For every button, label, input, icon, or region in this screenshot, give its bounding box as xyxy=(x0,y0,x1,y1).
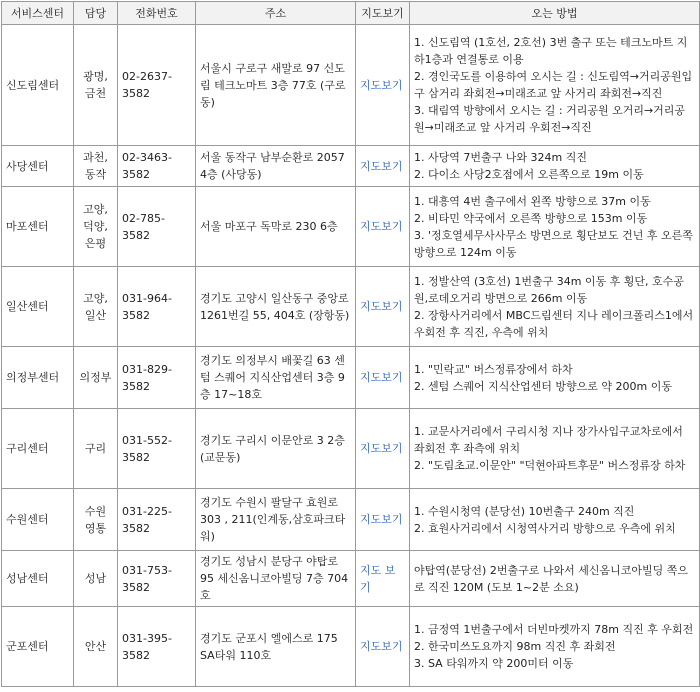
directions-cell xyxy=(410,146,700,187)
phone-cell: 031-552-3582 xyxy=(118,409,196,489)
service-center-table xyxy=(1,1,700,687)
center-name-cell: 신도림센터 xyxy=(2,25,74,146)
address-cell: 경기도 군포시 엘에스로 175 SA타워 110호 xyxy=(196,607,356,687)
phone-cell: 031-395-3582 xyxy=(118,607,196,687)
center-name-cell: 구리센터 xyxy=(2,409,74,489)
map-cell xyxy=(356,347,410,409)
center-name-cell: 마포센터 xyxy=(2,187,74,267)
directions-cell xyxy=(410,267,700,347)
direction-line: 1. 대흥역 4번 출구에서 왼쪽 방향으로 37m 이동 xyxy=(414,194,651,208)
header-directions: 오는 방법 xyxy=(410,2,700,25)
center-name-cell: 의정부센터 xyxy=(2,347,74,409)
table-row xyxy=(2,551,700,607)
address-cell: 서울 동작구 남부순환로 2057 4층 (사당동) xyxy=(196,146,356,187)
phone-cell: 031-829-3582 xyxy=(118,347,196,409)
map-cell xyxy=(356,489,410,551)
table-row xyxy=(2,267,700,347)
phone-cell: 02-2637-3582 xyxy=(118,25,196,146)
directions-cell xyxy=(410,25,700,146)
direction-line: 2. 장항사거리에서 MBC드림센터 지나 레이크폴리스1에서 우회전 후 직진, 우측에 위치 xyxy=(414,308,694,339)
map-link[interactable]: 지도보기 xyxy=(360,78,403,92)
center-name-cell: 수원센터 xyxy=(2,489,74,551)
address-cell: 서울 마포구 독막로 230 6층 xyxy=(196,187,356,267)
header-address: 주소 xyxy=(196,2,356,25)
region-cell: 고양, 일산 xyxy=(74,267,118,347)
map-cell xyxy=(356,409,410,489)
table-row xyxy=(2,409,700,489)
region-cell: 과천, 동작 xyxy=(74,146,118,187)
direction-line: 2. "도림초교.이문안" "덕현아파트후문" 버스정류장 하차 xyxy=(414,459,686,472)
table-header-row xyxy=(2,2,700,25)
map-link[interactable]: 지도보기 xyxy=(360,300,403,313)
directions-cell xyxy=(410,489,700,551)
direction-line: 1. 교문사거리에서 구리시청 지나 장가사입구교차로에서 좌회전 후 좌측에 위치 xyxy=(414,425,683,455)
header-phone: 전화번호 xyxy=(118,2,196,25)
phone-cell: 031-964-3582 xyxy=(118,267,196,347)
direction-line: 1. 수원시청역 (분당선) 10번출구 240m 직진 xyxy=(414,504,635,518)
table-row xyxy=(2,25,700,146)
map-link[interactable]: 지도보기 xyxy=(360,159,403,173)
directions-cell xyxy=(410,607,700,687)
address-cell: 경기도 고양시 일산동구 중앙로 1261번길 55, 404호 (장항동) xyxy=(196,267,356,347)
direction-line: 2. 센텀 스퀘어 지식산업센터 방향으로 약 200m 이동 xyxy=(414,379,672,393)
map-link[interactable]: 지도 보기 xyxy=(360,563,396,594)
map-link[interactable]: 지도보기 xyxy=(360,640,403,653)
table-row xyxy=(2,489,700,551)
address-cell: 경기도 구리시 이문안로 3 2층 (교문동) xyxy=(196,409,356,489)
direction-line: 2. 다이소 사당2호점에서 오른쪽으로 19m 이동 xyxy=(414,168,644,181)
center-name-cell: 성남센터 xyxy=(2,551,74,607)
table-row xyxy=(2,607,700,687)
map-link[interactable]: 지도보기 xyxy=(360,371,403,384)
region-cell: 수원 영통 xyxy=(74,489,118,551)
table-row xyxy=(2,347,700,409)
phone-cell: 02-785-3582 xyxy=(118,187,196,267)
region-cell: 광명, 금천 xyxy=(74,25,118,146)
direction-line: 2. 경인국도를 이용하여 오시는 길 : 신도림역→거리공원입구 삼거리 좌회전→미래조교 앞 사거리 좌회전→직진 xyxy=(414,70,693,100)
direction-line: 2. 효원사거리에서 시청역사거리 방향으로 우측에 위치 xyxy=(414,521,676,535)
direction-line: 2. 한국미쓰도요까지 98m 직진 후 좌회전 xyxy=(414,640,616,653)
direction-line: 야탑역(분당선) 2번출구로 나와서 세신옴니코아빌딩 쪽으로 직진 120M (도보 1~2분 소요) xyxy=(414,563,688,594)
map-cell xyxy=(356,267,410,347)
map-cell xyxy=(356,607,410,687)
region-cell: 구리 xyxy=(74,409,118,489)
map-cell xyxy=(356,551,410,607)
region-cell: 안산 xyxy=(74,607,118,687)
phone-cell: 031-753-3582 xyxy=(118,551,196,607)
region-cell: 고양, 덕양, 은평 xyxy=(74,187,118,267)
center-name-cell: 일산센터 xyxy=(2,267,74,347)
direction-line: 1. 신도림역 (1호선, 2호선) 3번 출구 또는 테크노마트 지하1층과 연결통로 이용 xyxy=(414,36,688,66)
table-row xyxy=(2,146,700,187)
header-center: 서비스센터 xyxy=(2,2,74,25)
directions-cell xyxy=(410,551,700,607)
phone-cell: 02-3463-3582 xyxy=(118,146,196,187)
direction-line: 3. '정호열세무사사무소 방면으로 횡단보도 건넌 후 오른쪽 방향으로 124m 이동 xyxy=(414,228,693,259)
map-cell xyxy=(356,146,410,187)
direction-line: 1. "민락교" 버스정류장에서 하차 xyxy=(414,362,573,376)
region-cell: 성남 xyxy=(74,551,118,607)
header-region: 담당 xyxy=(74,2,118,25)
address-cell: 경기도 성남시 분당구 야탑로 95 세신옴니코아빌딩 7층 704호 xyxy=(196,551,356,607)
directions-cell xyxy=(410,409,700,489)
region-cell: 의정부 xyxy=(74,347,118,409)
direction-line: 3. SA 타워까지 약 200미터 이동 xyxy=(414,657,574,670)
direction-line: 3. 대림역 방향에서 오시는 길 : 거리공원 오거리→거리공원→미래조교 앞 사거리 우회전→직진 xyxy=(414,104,686,134)
header-map: 지도보기 xyxy=(356,2,410,25)
center-name-cell: 군포센터 xyxy=(2,607,74,687)
center-name-cell: 사당센터 xyxy=(2,146,74,187)
map-link[interactable]: 지도보기 xyxy=(360,513,403,526)
address-cell: 경기도 수원시 팔달구 효원로 303 , 211(인계동,삼호파크타워) xyxy=(196,489,356,551)
map-cell xyxy=(356,25,410,146)
map-cell xyxy=(356,187,410,267)
map-link[interactable]: 지도보기 xyxy=(360,442,403,455)
table-row xyxy=(2,187,700,267)
map-link[interactable]: 지도보기 xyxy=(360,220,403,233)
directions-cell xyxy=(410,347,700,409)
direction-line: 2. 비타민 약국에서 오른쪽 방향으로 153m 이동 xyxy=(414,211,648,225)
address-cell: 경기도 의정부시 배꽃길 63 센텀 스퀘어 지식산업센터 3층 9층 17~18호 xyxy=(196,347,356,409)
direction-line: 1. 사당역 7번출구 나와 324m 직진 xyxy=(414,151,587,164)
phone-cell: 031-225-3582 xyxy=(118,489,196,551)
direction-line: 1. 정발산역 (3호선) 1번출구 34m 이동 후 횡단, 호수공원,로데오거리 방면으로 266m 이동 xyxy=(414,274,684,305)
direction-line: 1. 금정역 1번출구에서 더빈마켓까지 78m 직진 후 우회전 xyxy=(414,623,694,636)
directions-cell xyxy=(410,187,700,267)
address-cell: 서울시 구로구 새말로 97 신도림 테크노마트 3층 77호 (구로동) xyxy=(196,25,356,146)
